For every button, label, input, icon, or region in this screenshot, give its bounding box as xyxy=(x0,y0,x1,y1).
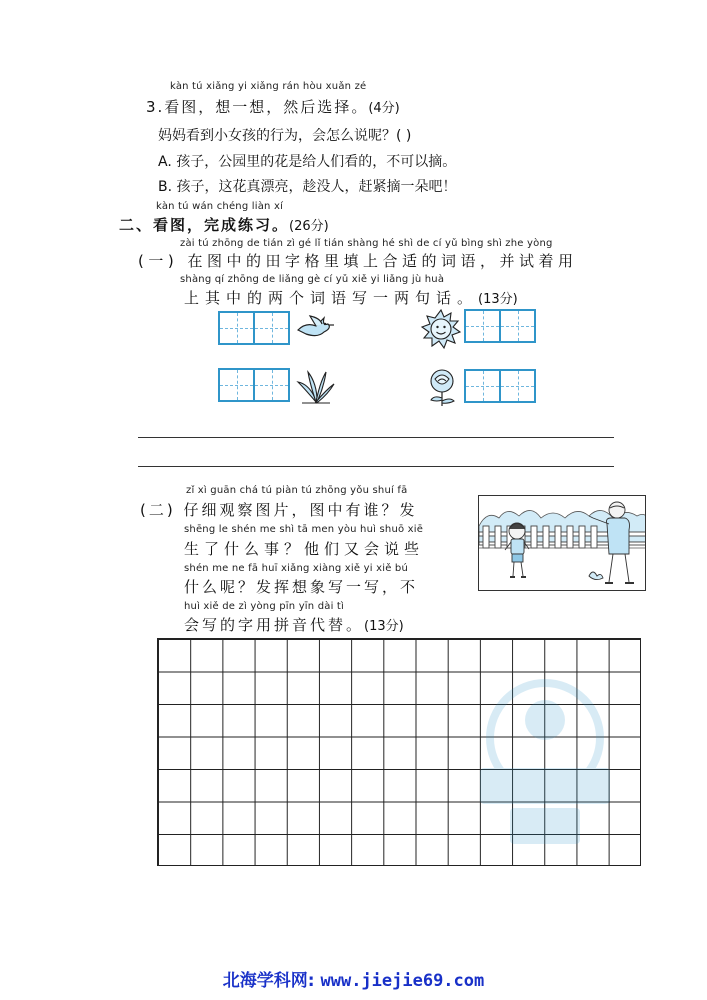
bird-icon xyxy=(294,312,336,342)
answer-line-2[interactable] xyxy=(138,466,614,467)
section2-score: (26分) xyxy=(289,219,329,234)
part1-text-1: (一) 在图中的田字格里填上合适的词语，并试着用 xyxy=(138,252,578,270)
section2-title-row xyxy=(119,214,329,235)
tianzige-grass[interactable] xyxy=(218,368,290,402)
footer-url[interactable]: www.jiejie69.com xyxy=(320,971,485,991)
part2-score: (13分) xyxy=(364,619,404,634)
footer-label: 北海学科网: xyxy=(222,971,315,991)
park-scene-image xyxy=(478,495,646,591)
part2-text-3: 什么呢？发挥想象写一写，不 xyxy=(184,578,419,596)
answer-line-1[interactable] xyxy=(138,437,614,438)
q3-pinyin: kàn tú xiǎng yi xiǎng rán hòu xuǎn zé xyxy=(170,81,367,92)
q3-title xyxy=(146,96,400,117)
part1-text-2: 上其中的两个词语写一两句话。 xyxy=(184,289,479,307)
q3-question: 妈妈看到小女孩的行为，会怎么说呢？( ) xyxy=(158,128,412,144)
grass-icon xyxy=(296,366,336,406)
q3-option-a[interactable]: A. 孩子，公园里的花是给人们看的，不可以摘。 xyxy=(158,154,457,170)
part2-pinyin-2: shēng le shén me shì tā men yòu huì shuō xiē xyxy=(184,524,424,535)
part1-text-2-row xyxy=(184,287,518,308)
flower-icon xyxy=(424,367,460,407)
part2-text-4-row xyxy=(184,614,404,635)
tianzige-sun[interactable] xyxy=(464,309,536,343)
part1-score: (13分) xyxy=(478,292,518,307)
part2-pinyin-1: zǐ xì guān chá tú piàn tú zhōng yǒu shuí fā xyxy=(186,485,408,496)
part2-pinyin-3: shén me ne fā huī xiǎng xiàng xiě yi xiě bú xyxy=(184,563,409,574)
part2-text-1: (二) 仔细观察图片，图中有谁？发 xyxy=(140,501,418,519)
part1-pinyin-2: shàng qí zhōng de liǎng gè cí yǔ xiě yi liǎng jù huà xyxy=(180,274,445,285)
part1-pinyin-1: zài tú zhōng de tián zì gé lǐ tián shàng hé shì de cí yǔ bìng shì zhe yòng xyxy=(180,238,553,249)
tianzige-flower[interactable] xyxy=(464,369,536,403)
part2-pinyin-4: huì xiě de zì yòng pīn yīn dài tì xyxy=(184,601,345,612)
part2-text-2: 生了什么事？他们又会说些 xyxy=(184,540,425,558)
q3-score: (4分) xyxy=(368,101,400,116)
section2-pinyin: kàn tú wán chéng liàn xí xyxy=(156,201,284,212)
watermark-stamp-icon xyxy=(470,668,620,858)
park-scene-illustration xyxy=(479,496,646,591)
q3-option-b[interactable]: B. 孩子，这花真漂亮，趁没人，赶紧摘一朵吧！ xyxy=(158,179,457,195)
section2-title: 二、看图，完成练习。 xyxy=(119,216,290,234)
tianzige-bird[interactable] xyxy=(218,311,290,345)
q3-text: 3.看图，想一想，然后选择。 xyxy=(146,98,369,116)
footer xyxy=(0,966,707,991)
part2-text-4: 会写的字用拼音代替。 xyxy=(184,616,365,634)
sun-icon xyxy=(420,308,462,350)
